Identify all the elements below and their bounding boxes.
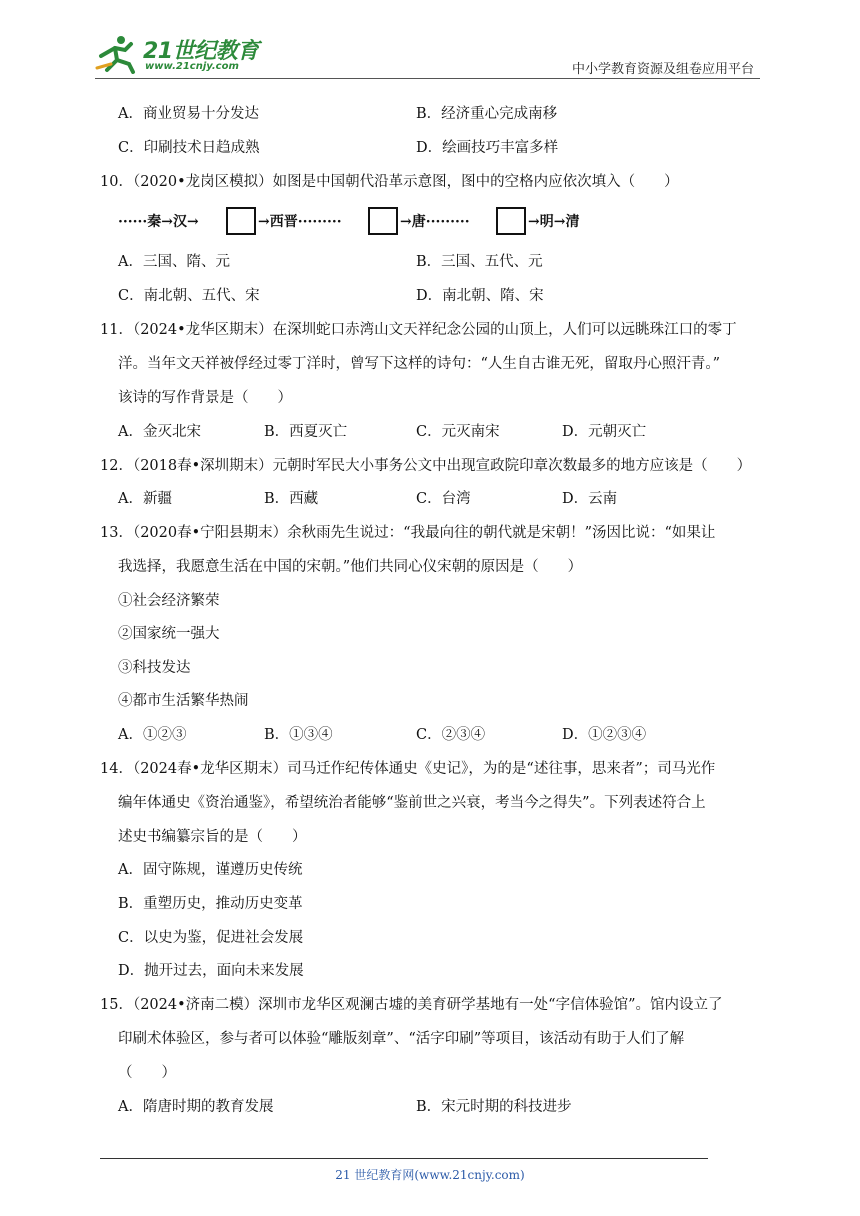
timeline-seg-ming-qing: →明→清: [528, 214, 580, 230]
timeline-blank-box-2: [368, 207, 398, 235]
site-logo: [95, 34, 265, 76]
logo-text: 21世纪教育: [143, 39, 259, 64]
timeline-seg-xijin: →西晋·········: [258, 214, 342, 230]
q12-option-b: B．西藏: [264, 491, 319, 507]
q9-option-a: A．商业贸易十分发达: [118, 106, 259, 122]
timeline-blank-box-1: [226, 207, 256, 235]
q14-option-b: B．重塑历史，推动历史变革: [118, 896, 303, 912]
q13-stem-line2: 我选择，我愿意生活在中国的宋朝。”他们共同心仪宋朝的原因是（ ）: [118, 559, 583, 575]
q14-option-d: D．抛开过去，面向未来发展: [118, 963, 304, 979]
footer-link[interactable]: 21 世纪教育网(www.21cnjy.com): [335, 1168, 525, 1182]
q9-option-c: C．印刷技术日趋成熟: [118, 140, 260, 156]
q15-stem-line2: 印刷术体验区，参与者可以体验“雕版刻章”、“活字印刷”等项目，该活动有助于人们了解: [118, 1031, 685, 1047]
q15-stem-line3: （ ）: [118, 1065, 176, 1081]
header-divider: [95, 78, 760, 79]
q11-stem-line1: 11．（2024•龙华区期末）在深圳蛇口赤湾山文天祥纪念公园的山顶上，人们可以远眺珠江口的零丁: [100, 322, 737, 338]
q13-item-1: ①社会经济繁荣: [118, 593, 220, 609]
q10-option-c: C．南北朝、五代、宋: [118, 288, 260, 304]
q11-option-a: A．金灭北宋: [118, 424, 201, 440]
timeline-seg-tang: →唐·········: [400, 214, 470, 230]
q13-option-b: B．①③④: [264, 727, 333, 743]
q12-option-a: A．新疆: [118, 491, 172, 507]
q13-option-c: C．②③④: [416, 727, 486, 743]
q13-item-2: ②国家统一强大: [118, 626, 220, 642]
runner-logo-icon: [95, 34, 141, 74]
q9-option-b: B．经济重心完成南移: [416, 106, 558, 122]
q10-option-b: B．三国、五代、元: [416, 254, 543, 270]
q15-option-b: B．宋元时期的科技进步: [416, 1099, 572, 1115]
q12-option-c: C．台湾: [416, 491, 471, 507]
q11-option-b: B．西夏灭亡: [264, 424, 348, 440]
q12-option-d: D．云南: [562, 491, 618, 507]
dynasty-timeline: [118, 205, 598, 241]
q11-option-d: D．元朝灭亡: [562, 424, 647, 440]
q15-stem-line1: 15．（2024•济南二模）深圳市龙华区观澜古墟的美育研学基地有一处“字信体验馆”。馆内设立了: [100, 997, 723, 1013]
page-header: [95, 28, 760, 80]
timeline-blank-box-3: [496, 207, 526, 235]
q13-item-3: ③科技发达: [118, 660, 191, 676]
q14-stem-line3: 述史书编纂宗旨的是（ ）: [118, 829, 307, 845]
q13-option-d: D．①②③④: [562, 727, 647, 743]
q10-option-a: A．三国、隋、元: [118, 254, 230, 270]
q11-stem-line3: 该诗的写作背景是（ ）: [118, 390, 292, 406]
timeline-seg-qin-han: ······秦→汉→: [118, 214, 199, 230]
q14-stem-line1: 14．（2024春•龙华区期末）司马迁作纪传体通史《史记》，为的是“述往事，思来者”；司马光作: [100, 761, 716, 777]
q14-stem-line2: 编年体通史《资治通鉴》，希望统治者能够“鉴前世之兴衰，考当今之得失”。下列表述符合上: [118, 795, 706, 811]
q10-stem: 10．（2020•龙岗区模拟）如图是中国朝代沿革示意图，图中的空格内应依次填入（ ）: [100, 174, 679, 190]
q13-item-4: ④都市生活繁华热闹: [118, 693, 249, 709]
q10-option-d: D．南北朝、隋、宋: [416, 288, 544, 304]
footer-divider: [100, 1158, 708, 1159]
q14-option-a: A．固守陈规，谨遵历史传统: [118, 862, 303, 878]
q14-option-c: C．以史为鉴，促进社会发展: [118, 930, 304, 946]
q13-stem-line1: 13．（2020春•宁阳县期末）余秋雨先生说过：“我最向往的朝代就是宋朝！”汤因比说：“如果让: [100, 525, 716, 541]
q15-option-a: A．隋唐时期的教育发展: [118, 1099, 274, 1115]
q12-stem: 12．（2018春•深圳期末）元朝时军民大小事务公文中出现宣政院印章次数最多的地方应该是（ ）: [100, 458, 752, 474]
q11-stem-line2: 洋。当年文天祥被俘经过零丁洋时，曾写下这样的诗句：“人生自古谁无死，留取丹心照汗青。”: [118, 356, 721, 372]
logo-url: www.21cnjy.com: [145, 61, 239, 72]
q11-option-c: C．元灭南宋: [416, 424, 500, 440]
q9-option-d: D．绘画技巧丰富多样: [416, 140, 559, 156]
q13-option-a: A．①②③: [118, 727, 187, 743]
header-platform-text: 中小学教育资源及组卷应用平台: [571, 62, 754, 77]
